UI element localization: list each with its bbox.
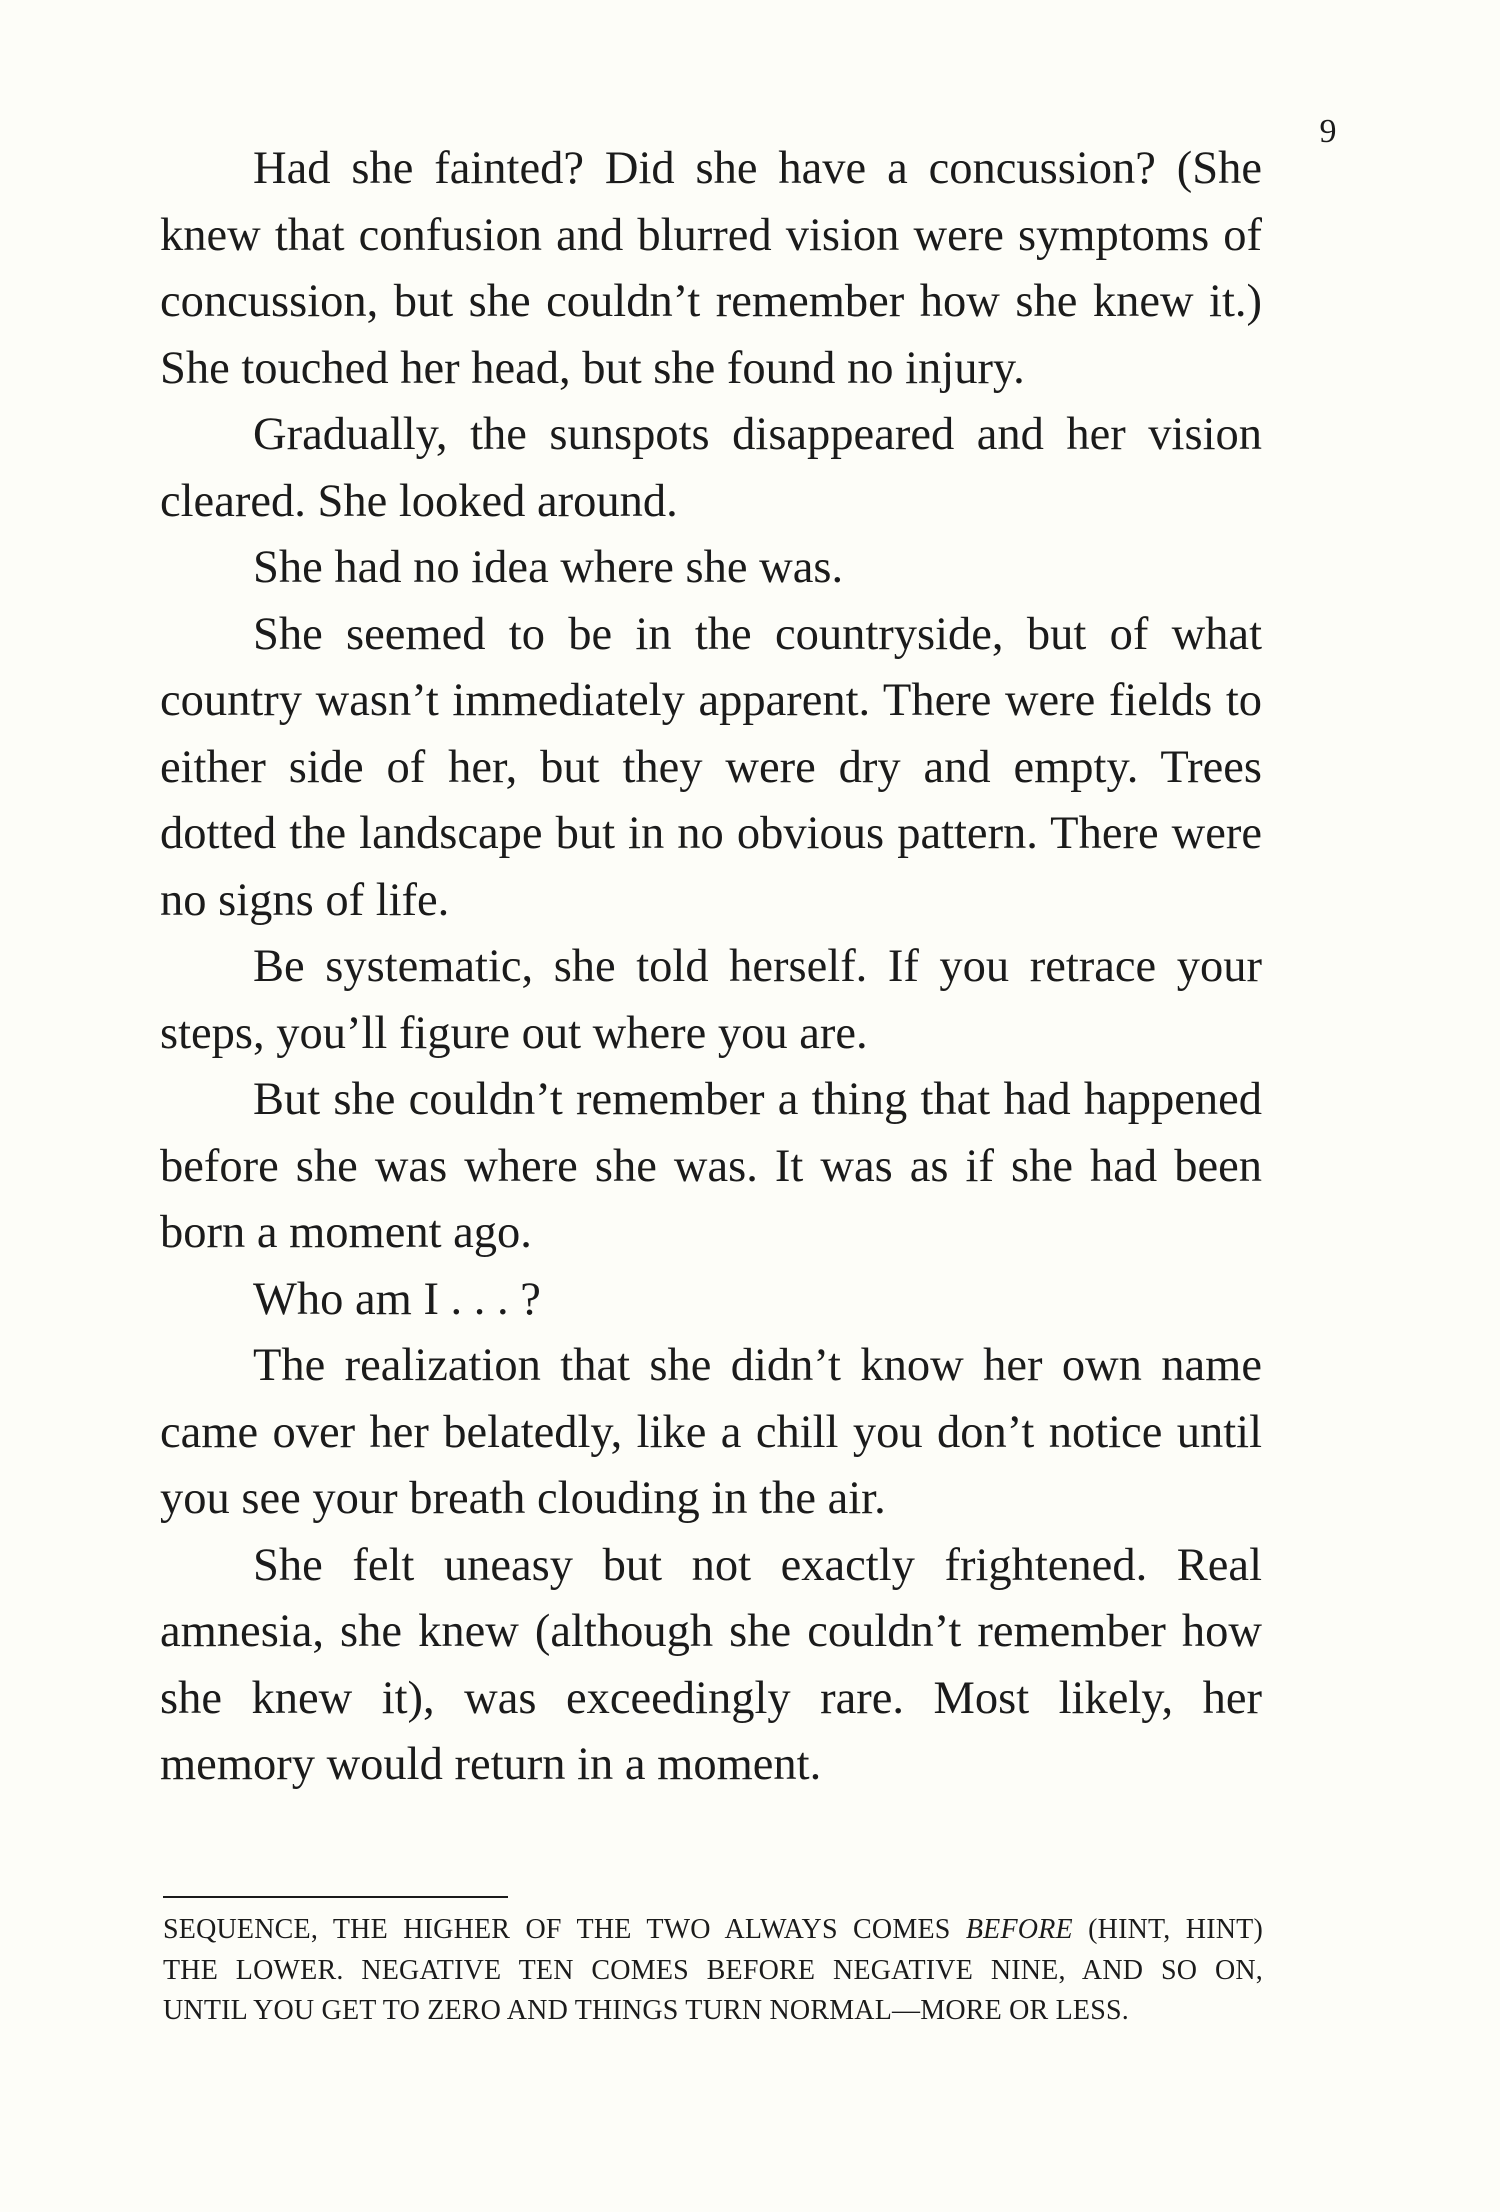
footnote-line [163,1910,1263,1951]
paragraph: She had no idea where she was. [253,542,844,593]
footnote-line: THE LOWER. NEGATIVE TEN COMES BEFORE NEGATIVE NINE, AND SO ON, [163,1954,1263,1986]
paragraph: She seemed to be in the countryside, but of what country wasn’t immediately apparent. There were fields to either side of her, but they were dry and empty. Trees dotted the landscape but in no obvious pattern. There were no signs of life. [160,608,1262,926]
page-number: 9 [1319,113,1337,150]
paragraph: Who am I . . . ? [253,1273,541,1325]
paragraph: Be systematic, she told herself. If you retrace your steps, you’ll figure out where you are. [160,941,1262,1059]
body-text [160,136,1262,1799]
footnote-rule [163,1896,508,1898]
paragraph: Had she fainted? Did she have a concussion? (She knew that confusion and blurred vision were symptoms of concussion, but she couldn’t remember how she knew it.) She touched her head, but she found no injury. [160,143,1262,394]
footnote [163,1910,1263,2032]
footnote-emphasis: BEFORE [965,1914,1073,1945]
footnote-text: SEQUENCE, THE HIGHER OF THE TWO ALWAYS COMES [163,1914,966,1945]
footnote-line: UNTIL YOU GET TO ZERO AND THINGS TURN NORMAL—MORE OR LESS. [163,1995,1129,2026]
paragraph: The realization that she didn’t know her own name came over her belatedly, like a chill you don’t notice until you see your breath clouding in the air. [160,1340,1262,1524]
paragraph: Gradually, the sunspots disappeared and her vision cleared. She looked around. [160,409,1262,527]
paragraph: She felt uneasy but not exactly frightened. Real amnesia, she knew (although she couldn’t remember how she knew it), was exceedingly rare. Most likely, her memory would return in a moment. [160,1539,1262,1790]
paragraph: But she couldn’t remember a thing that had happened before she was where she was. It was as if she had been born a moment ago. [160,1074,1262,1258]
footnote-text: (HINT, HINT) [1072,1914,1263,1945]
